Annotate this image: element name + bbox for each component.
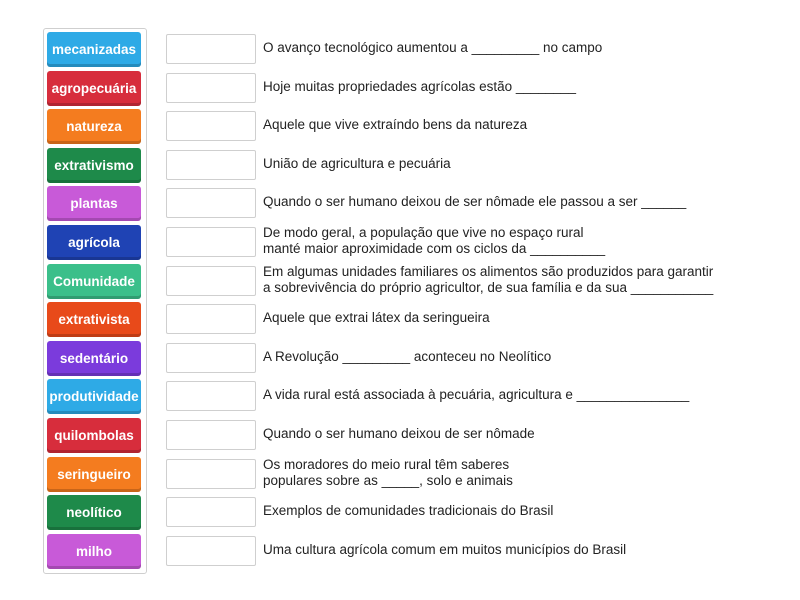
question-prompt [263, 387, 783, 403]
answer-drop-slot[interactable] [166, 227, 256, 257]
answer-tile[interactable]: milho [47, 534, 141, 569]
answer-tile[interactable]: neolítico [47, 495, 141, 530]
answer-drop-slot[interactable] [166, 343, 256, 373]
answer-tile[interactable]: plantas [47, 186, 141, 221]
question-prompt-line: União de agricultura e pecuária [263, 155, 451, 171]
answer-drop-slot[interactable] [166, 34, 256, 64]
question-prompt [263, 40, 783, 56]
question-prompt [263, 79, 783, 95]
answer-drop-slot[interactable] [166, 73, 256, 103]
answer-drop-slot[interactable] [166, 536, 256, 566]
answer-drop-slot[interactable] [166, 497, 256, 527]
answer-tile[interactable]: agropecuária [47, 71, 141, 106]
question-prompt [263, 457, 783, 489]
question-prompt [263, 117, 783, 133]
answer-drop-slot[interactable] [166, 420, 256, 450]
answer-tile[interactable]: extrativista [47, 302, 141, 337]
answer-tile[interactable]: natureza [47, 109, 141, 144]
answer-tile[interactable]: agrícola [47, 225, 141, 260]
question-prompt-line: Aquele que extrai látex da seringueira [263, 310, 490, 326]
question-prompt [263, 194, 783, 210]
question-prompt [263, 264, 783, 296]
answer-drop-slot[interactable] [166, 304, 256, 334]
question-prompt-line: a sobrevivência do próprio agricultor, de sua família e da sua ___________ [263, 279, 714, 295]
question-prompt-line: A vida rural está associada à pecuária, agricultura e _______________ [263, 387, 690, 403]
question-prompt-line: Exemplos de comunidades tradicionais do Brasil [263, 503, 554, 519]
answer-drop-slot[interactable] [166, 188, 256, 218]
answer-tile[interactable]: mecanizadas [47, 32, 141, 67]
answer-tile[interactable]: produtividade [47, 379, 141, 414]
question-prompt-line: De modo geral, a população que vive no espaço rural [263, 225, 584, 240]
question-prompt [263, 542, 783, 558]
question-prompt-line: Quando o ser humano deixou de ser nômade ele passou a ser ______ [263, 194, 687, 210]
answer-drop-slot[interactable] [166, 111, 256, 141]
answer-tile-panel [43, 28, 147, 574]
question-prompt [263, 503, 783, 519]
question-prompt-line: Uma cultura agrícola comum em muitos municípios do Brasil [263, 541, 627, 557]
answer-drop-slot[interactable] [166, 150, 256, 180]
question-prompt-line: populares sobre as _____, solo e animais [263, 472, 513, 488]
question-prompt-line: Em algumas unidades familiares os alimentos são produzidos para garantir [263, 263, 714, 279]
question-prompt-line: Os moradores do meio rural têm saberes [263, 456, 510, 472]
question-prompt [263, 349, 783, 365]
question-prompt [263, 225, 783, 257]
question-prompt-line: A Revolução _________ aconteceu no Neolítico [263, 348, 552, 364]
answer-tile[interactable]: Comunidade [47, 264, 141, 299]
question-prompt-line: O avanço tecnológico aumentou a _________ no campo [263, 40, 603, 55]
answer-tile[interactable]: seringueiro [47, 457, 141, 492]
answer-drop-slot[interactable] [166, 459, 256, 489]
question-prompt [263, 426, 783, 442]
answer-tile[interactable]: sedentário [47, 341, 141, 376]
question-prompt-line: Hoje muitas propriedades agrícolas estão ________ [263, 78, 576, 94]
question-prompt-line: manté maior aproximidade com os ciclos da __________ [263, 241, 606, 256]
answer-drop-slot[interactable] [166, 266, 256, 296]
answer-drop-slot[interactable] [166, 381, 256, 411]
question-prompt [263, 156, 783, 172]
answer-tile[interactable]: extrativismo [47, 148, 141, 183]
question-prompt-line: Aquele que vive extraíndo bens da natureza [263, 117, 528, 133]
question-prompt [263, 310, 783, 326]
question-prompt-line: Quando o ser humano deixou de ser nômade [263, 426, 535, 441]
answer-tile[interactable]: quilombolas [47, 418, 141, 453]
